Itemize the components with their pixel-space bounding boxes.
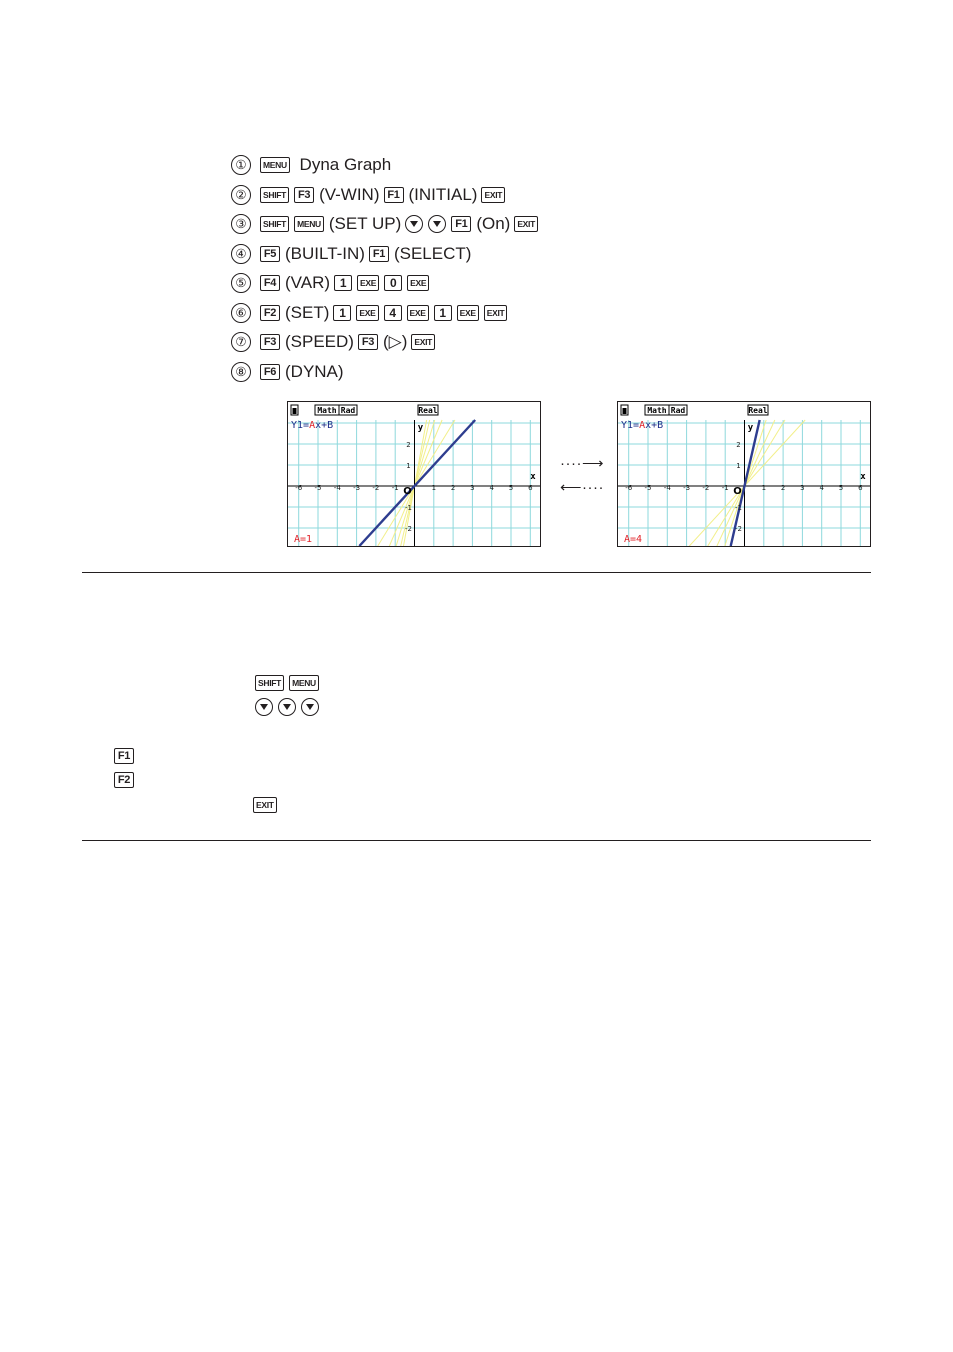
exit-key[interactable]: EXIT [481, 187, 505, 203]
parameter-value: A=4 [624, 534, 643, 545]
status-text: Real [748, 406, 768, 415]
y-tick-label: 1 [736, 462, 741, 470]
step-text: (INITIAL) [408, 185, 478, 204]
x-tick-label: -3 [353, 484, 361, 492]
step-text: (VAR) [285, 273, 331, 292]
status-text: Rad [670, 406, 686, 415]
exit-key[interactable]: EXIT [514, 216, 538, 232]
x-tick-label: -1 [391, 484, 399, 492]
menu-key[interactable]: MENU [289, 675, 319, 691]
0-key[interactable]: 0 [384, 275, 402, 291]
step-text: (On) [476, 214, 511, 233]
step-1 [231, 153, 395, 177]
x-tick-label: -2 [372, 484, 380, 492]
x-tick-label: 3 [800, 484, 805, 492]
f2-key[interactable]: F2 [260, 305, 280, 321]
step-number: ⑧ [231, 362, 251, 382]
graph-line [359, 420, 475, 546]
x-tick-label: 1 [431, 484, 437, 492]
x-tick-label: -5 [314, 484, 322, 492]
step-3 [231, 212, 543, 236]
step-text: (V-WIN) [319, 185, 380, 204]
calculator-screen-a1 [287, 401, 541, 547]
status-text: Rad [340, 406, 356, 415]
divider-bottom [82, 840, 871, 841]
function-prefix: Y1= [621, 420, 640, 431]
step-number: ② [231, 185, 251, 205]
y-axis-label: y [417, 423, 424, 433]
parameter-value: A=1 [294, 534, 313, 545]
step-text: (SPEED) [285, 332, 354, 351]
exe-key[interactable]: EXE [407, 305, 429, 321]
step-text: (SET UP) [328, 214, 402, 233]
f3-key[interactable]: F3 [260, 334, 280, 350]
step-text: (SELECT) [393, 244, 472, 263]
x-axis-label: x [530, 472, 536, 482]
x-tick-label: -6 [625, 484, 633, 492]
step-5 [231, 271, 434, 295]
f4-key[interactable]: F4 [260, 275, 280, 291]
function-rest: x+B [645, 420, 664, 431]
exe-key[interactable]: EXE [457, 305, 479, 321]
key-line-cursor-down [255, 697, 324, 717]
key-line-shift-menu [255, 673, 324, 693]
shift-key[interactable]: SHIFT [260, 216, 289, 232]
f1-key[interactable]: F1 [114, 748, 134, 764]
1-key[interactable]: 1 [334, 275, 352, 291]
f6-key[interactable]: F6 [260, 364, 280, 380]
1-key[interactable]: 1 [333, 305, 351, 321]
x-tick-label: 2 [780, 484, 786, 492]
x-tick-label: 6 [858, 484, 863, 492]
graph-svg [288, 402, 540, 546]
y-tick-label: 2 [736, 441, 741, 449]
step-number: ④ [231, 244, 251, 264]
x-tick-label: 5 [838, 484, 844, 492]
step-text: (BUILT-IN) [285, 244, 365, 263]
function-prefix: Y1= [291, 420, 310, 431]
shift-key[interactable]: SHIFT [255, 675, 284, 691]
status-text: Real [418, 406, 438, 415]
f3-key[interactable]: F3 [358, 334, 378, 350]
x-tick-label: -2 [702, 484, 710, 492]
key-line-f2 [114, 770, 139, 790]
f1-key[interactable]: F1 [369, 246, 389, 262]
x-tick-label: 3 [470, 484, 475, 492]
arrow-left: ⟵···· [560, 479, 604, 496]
menu-key[interactable]: MENU [260, 157, 290, 173]
status-text: Math [317, 406, 337, 415]
x-tick-label: -4 [663, 484, 671, 492]
step-text: (DYNA) [285, 362, 344, 381]
key-line-f1 [114, 746, 139, 766]
cursor-down-icon[interactable] [428, 215, 446, 233]
x-tick-label: 4 [819, 484, 824, 492]
x-tick-label: -4 [333, 484, 341, 492]
battery-fill [623, 408, 627, 414]
cursor-down-icon[interactable] [405, 215, 423, 233]
x-tick-label: -3 [683, 484, 691, 492]
x-tick-label: -6 [295, 484, 303, 492]
procedure-steps [0, 0, 953, 390]
function-param: A [309, 420, 316, 431]
4-key[interactable]: 4 [384, 305, 402, 321]
f2-key[interactable]: F2 [114, 772, 134, 788]
origin-label: O [403, 486, 412, 497]
y-tick-label: 1 [406, 462, 411, 470]
cursor-down-icon[interactable] [278, 698, 296, 716]
x-tick-label: 5 [508, 484, 514, 492]
exe-key[interactable]: EXE [357, 275, 379, 291]
exit-key[interactable]: EXIT [484, 305, 508, 321]
exit-key[interactable]: EXIT [411, 334, 435, 350]
function-rest: x+B [315, 420, 334, 431]
exe-key[interactable]: EXE [356, 305, 378, 321]
x-tick-label: -5 [644, 484, 652, 492]
step-number: ⑤ [231, 273, 251, 293]
y-tick-label: -2 [405, 525, 412, 533]
x-tick-label: 4 [489, 484, 494, 492]
x-tick-label: 6 [528, 484, 533, 492]
step-7 [231, 330, 440, 354]
x-tick-label: -1 [721, 484, 729, 492]
y-tick-label: -1 [405, 504, 412, 512]
cursor-down-icon[interactable] [301, 698, 319, 716]
step-number: ⑥ [231, 303, 251, 323]
f3-key[interactable]: F3 [294, 187, 314, 203]
y-axis-label: y [747, 423, 754, 433]
f5-key[interactable]: F5 [260, 246, 280, 262]
x-tick-label: 2 [450, 484, 456, 492]
exe-key[interactable]: EXE [407, 275, 429, 291]
1-key[interactable]: 1 [434, 305, 452, 321]
arrow-right: ····⟶ [560, 455, 604, 472]
graph-svg [618, 402, 870, 546]
exit-key[interactable]: EXIT [253, 797, 277, 813]
x-axis-label: x [860, 472, 866, 482]
f1-key[interactable]: F1 [451, 216, 471, 232]
step-6 [231, 301, 512, 325]
divider-top [82, 572, 871, 573]
y-tick-label: 2 [406, 441, 411, 449]
function-label [621, 420, 663, 431]
f1-key[interactable]: F1 [384, 187, 404, 203]
function-param: A [639, 420, 646, 431]
step-text: (▷) [382, 332, 408, 351]
status-text: Math [647, 406, 667, 415]
step-8 [231, 360, 348, 384]
trace-line [689, 420, 805, 546]
step-number: ③ [231, 214, 251, 234]
shift-key[interactable]: SHIFT [260, 187, 289, 203]
step-number: ⑦ [231, 332, 251, 352]
step-4 [231, 242, 475, 266]
cursor-down-icon[interactable] [255, 698, 273, 716]
origin-label: O [733, 486, 742, 497]
step-number: ① [231, 155, 251, 175]
step-text: (SET) [285, 303, 330, 322]
y-tick-label: -2 [735, 525, 742, 533]
calculator-screen-a4 [617, 401, 871, 547]
key-line-exit [253, 795, 282, 815]
function-label [291, 420, 333, 431]
step-2 [231, 183, 510, 207]
step-text: Dyna Graph [294, 155, 392, 174]
y-tick-label: -1 [735, 504, 742, 512]
battery-fill [293, 408, 297, 414]
x-tick-label: 1 [761, 484, 767, 492]
menu-key[interactable]: MENU [294, 216, 324, 232]
